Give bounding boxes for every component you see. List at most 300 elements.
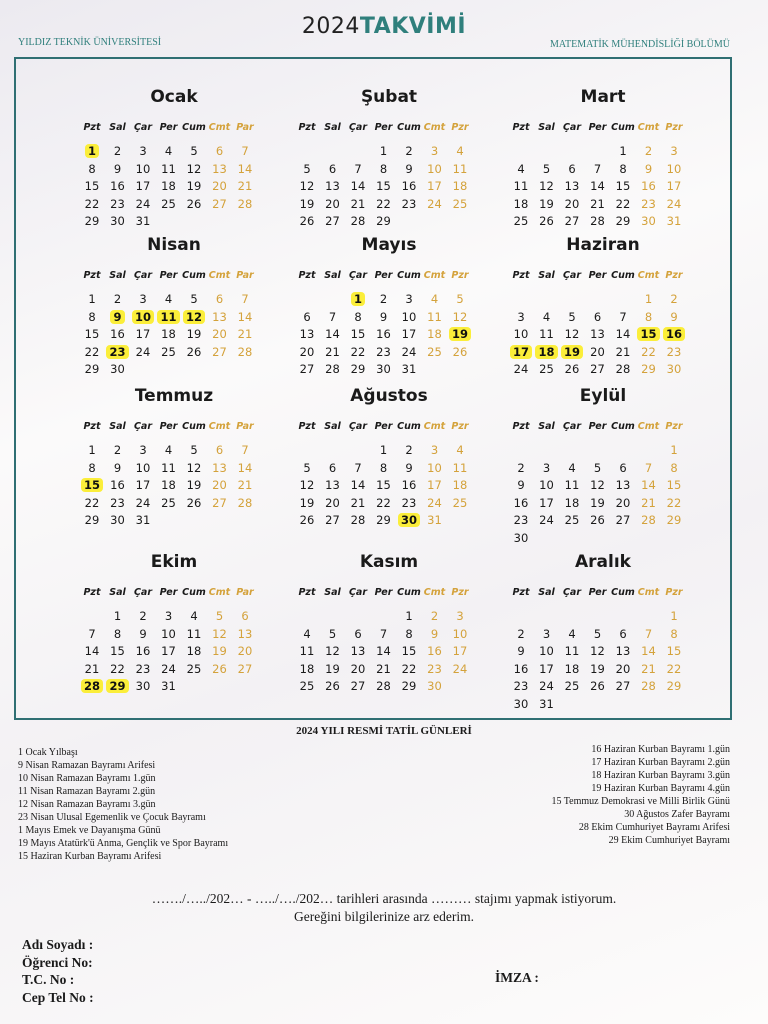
calendar-date: 24 xyxy=(135,344,151,359)
weekday-header: Cum xyxy=(611,421,635,432)
calendar-date: 30 xyxy=(513,530,529,545)
weekday-header: Cmt xyxy=(423,122,446,133)
calendar-date: 29 xyxy=(666,513,682,527)
calendar-date: 20 xyxy=(350,661,366,676)
calendar-date: 16 xyxy=(376,327,391,341)
calendar-date: 16 xyxy=(427,644,442,658)
calendar-date: 3 xyxy=(542,460,551,475)
calendar-date: 8 xyxy=(619,161,627,176)
calendar-date: 28 xyxy=(237,344,253,359)
calendar-date: 21 xyxy=(350,196,366,211)
calendar-date: 2 xyxy=(430,609,439,623)
weekday-header: Pzt xyxy=(298,122,316,133)
weekday-header: Cmt xyxy=(637,270,660,281)
weekday-header: Pzt xyxy=(298,421,316,432)
weekday-header: Çar xyxy=(562,270,582,281)
month-name: Aralık xyxy=(575,552,631,572)
holiday-date: 17 xyxy=(508,344,534,361)
calendar-date: 27 xyxy=(325,214,340,228)
holiday-item: 10 Nisan Ramazan Bayramı 1.gün xyxy=(18,773,156,784)
calendar-date: 19 xyxy=(325,661,340,676)
calendar-date: 11 xyxy=(299,644,315,658)
calendar-date: 19 xyxy=(186,327,202,341)
month-name: Eylül xyxy=(579,386,627,406)
month-5 xyxy=(294,233,484,376)
calendar-date: 16 xyxy=(513,661,529,676)
calendar-date: 18 xyxy=(186,644,202,658)
holiday-item: 28 Ekim Cumhuriyet Bayramı Arifesi xyxy=(578,822,730,833)
calendar-date: 29 xyxy=(376,513,391,527)
statement xyxy=(0,890,768,926)
holiday-item: 15 Temmuz Demokrasi ve Milli Birlik Günü xyxy=(551,796,730,807)
weekday-header: Çar xyxy=(348,421,368,432)
calendar-date: 11 xyxy=(452,161,468,176)
calendar-date: 3 xyxy=(139,144,147,158)
calendar-date: 3 xyxy=(670,144,678,158)
calendar-date: 7 xyxy=(593,161,602,176)
month-4 xyxy=(79,233,269,376)
month-name: Mayıs xyxy=(361,235,417,255)
weekday-header: Par xyxy=(236,421,254,432)
calendar-date: 14 xyxy=(641,644,656,658)
calendar-date: 15 xyxy=(350,327,366,341)
calendar-date: 28 xyxy=(641,679,656,693)
calendar-date: 25 xyxy=(299,679,315,693)
weekday-header: Cum xyxy=(611,270,635,281)
calendar-date: 3 xyxy=(139,292,147,306)
calendar-date: 19 xyxy=(299,495,315,510)
calendar-date: 17 xyxy=(161,644,176,658)
calendar-date: 9 xyxy=(379,309,388,324)
calendar-date: 8 xyxy=(88,460,96,475)
calendar-date: 21 xyxy=(237,327,253,341)
weekday-header: Cmt xyxy=(423,270,446,281)
holiday-date: 11 xyxy=(156,309,182,326)
calendar-date: 14 xyxy=(641,478,656,492)
calendar-date: 10 xyxy=(427,161,442,176)
calendar-date: 31 xyxy=(135,513,151,527)
calendar-date: 12 xyxy=(564,327,580,341)
calendar-date: 24 xyxy=(452,661,468,676)
calendar-date: 24 xyxy=(539,513,554,527)
weekday-header: Sal xyxy=(109,122,126,133)
month-name: Temmuz xyxy=(134,386,214,406)
calendar-date: 24 xyxy=(135,495,151,510)
month-3 xyxy=(508,85,698,228)
calendar-date: 11 xyxy=(452,460,468,475)
calendar-date: 20 xyxy=(325,196,340,211)
calendar-date: 13 xyxy=(590,327,605,341)
calendar-date: 16 xyxy=(401,478,417,492)
calendar-date: 29 xyxy=(666,679,682,693)
calendar-date: 5 xyxy=(303,161,311,176)
month-name: Haziran xyxy=(566,235,640,255)
calendar-date: 25 xyxy=(513,214,529,228)
holiday-item: 17 Haziran Kurban Bayramı 2.gün xyxy=(591,757,730,768)
calendar-date: 27 xyxy=(564,214,580,228)
weekday-header: Çar xyxy=(348,270,368,281)
calendar-date: 22 xyxy=(110,661,125,676)
calendar-date: 6 xyxy=(328,161,337,176)
calendar-date: 6 xyxy=(328,460,337,475)
weekday-header: Çar xyxy=(133,270,153,281)
calendar-date: 23 xyxy=(135,661,151,676)
calendar-date: 10 xyxy=(539,644,554,658)
form-field-label: Cep Tel No : xyxy=(22,989,94,1005)
calendar-date: 30 xyxy=(376,362,391,376)
weekday-header: Cum xyxy=(397,122,421,133)
calendar-date: 30 xyxy=(110,214,125,228)
month-8 xyxy=(294,384,484,527)
holiday-item: 19 Mayıs Atatürk'ü Anma, Gençlik ve Spor Bayramı xyxy=(18,838,229,849)
statement-line-1: ……./…../202… - …../…./202… tarihleri arasında ……… stajımı yapmak istiyorum. xyxy=(151,891,617,906)
calendar-date: 21 xyxy=(84,661,100,676)
calendar-date: 24 xyxy=(666,196,682,211)
weekday-header: Sal xyxy=(109,270,126,281)
weekday-header: Pzt xyxy=(83,270,101,281)
calendar-date: 23 xyxy=(427,661,442,676)
calendar-date: 17 xyxy=(539,495,554,510)
calendar-date: 15 xyxy=(401,644,417,658)
calendar-date: 12 xyxy=(452,309,468,324)
calendar-date: 7 xyxy=(354,161,362,176)
calendar-date: 1 xyxy=(88,443,96,457)
calendar-date: 14 xyxy=(590,179,605,193)
calendar-date: 26 xyxy=(452,344,468,359)
weekday-header: Pzr xyxy=(451,421,469,432)
calendar-date: 17 xyxy=(427,478,442,492)
calendar-date: 26 xyxy=(590,513,605,527)
calendar-date: 20 xyxy=(299,344,315,359)
calendar-date: 14 xyxy=(84,644,100,658)
weekday-header: Cum xyxy=(182,270,206,281)
calendar-date: 26 xyxy=(299,513,315,527)
calendar-date: 4 xyxy=(456,144,464,158)
calendar-date: 29 xyxy=(615,214,631,228)
calendar-date: 16 xyxy=(641,179,656,193)
calendar-date: 9 xyxy=(517,478,525,492)
calendar-date: 27 xyxy=(590,362,605,376)
calendar-date: 1 xyxy=(405,609,413,623)
calendar-date: 20 xyxy=(237,644,253,658)
calendar-date: 18 xyxy=(513,196,529,211)
holidays-title: 2024 YILI RESMİ TATİL GÜNLERİ xyxy=(296,725,472,737)
holiday-date: 12 xyxy=(181,309,207,326)
weekday-header: Cum xyxy=(397,270,421,281)
calendar-date: 28 xyxy=(325,362,340,376)
calendar-date: 29 xyxy=(84,362,100,376)
calendar-date: 28 xyxy=(350,214,366,228)
holiday-date: 9 xyxy=(105,309,131,326)
calendar-date: 15 xyxy=(376,478,391,492)
weekday-header: Sal xyxy=(109,421,126,432)
calendar-date: 24 xyxy=(513,362,529,376)
calendar-date: 16 xyxy=(513,495,529,510)
weekday-header: Cum xyxy=(611,122,635,133)
calendar-date: 27 xyxy=(212,196,227,211)
title-year: 2024 xyxy=(301,14,360,39)
calendar-date: 5 xyxy=(542,161,551,176)
calendar-date: 3 xyxy=(542,626,551,641)
weekday-header: Pzt xyxy=(512,122,530,133)
calendar-date: 14 xyxy=(350,478,366,492)
calendar-date: 10 xyxy=(135,460,151,475)
holidays-list-right xyxy=(551,743,730,847)
calendar-date: 6 xyxy=(215,144,224,158)
calendar-date: 13 xyxy=(212,309,227,324)
holiday-date: 19 xyxy=(559,344,585,361)
calendar-date: 24 xyxy=(427,196,442,211)
calendar-date: 28 xyxy=(615,362,631,376)
calendar-date: 8 xyxy=(644,309,653,324)
calendar-date: 8 xyxy=(113,626,122,641)
calendar-date: 21 xyxy=(237,478,253,492)
calendar-date: 25 xyxy=(427,344,442,359)
weekday-header: Pzt xyxy=(298,587,316,598)
weekday-header: Pzt xyxy=(512,270,530,281)
calendar-date: 22 xyxy=(84,196,100,211)
signature-label: İMZA : xyxy=(495,970,539,985)
calendar-date: 1 xyxy=(670,609,678,623)
calendar-date: 17 xyxy=(666,179,682,193)
calendar-date: 31 xyxy=(161,679,176,693)
calendar-date: 3 xyxy=(164,609,173,623)
calendar-date: 7 xyxy=(241,292,249,306)
calendar-date: 18 xyxy=(427,327,442,341)
calendar-date: 7 xyxy=(644,626,653,641)
calendar-date: 19 xyxy=(212,644,227,658)
weekday-header: Cum xyxy=(611,587,635,598)
calendar-date: 30 xyxy=(641,214,656,228)
calendar-date: 6 xyxy=(215,443,224,457)
month-12 xyxy=(508,550,698,711)
weekday-header: Cmt xyxy=(208,122,231,133)
calendar-date: 25 xyxy=(161,196,176,211)
month-name: Mart xyxy=(580,87,626,107)
form-field-label: Öğrenci No: xyxy=(22,954,93,970)
calendar-date: 13 xyxy=(615,644,631,658)
calendar-date: 31 xyxy=(539,696,554,711)
holiday-item: 12 Nisan Ramazan Bayramı 3.gün xyxy=(18,799,156,810)
weekday-header: Pzt xyxy=(298,270,316,281)
holiday-item: 16 Haziran Kurban Bayramı 1.gün xyxy=(591,744,730,755)
weekday-header: Cum xyxy=(397,421,421,432)
holiday-item: 15 Haziran Kurban Bayramı Arifesi xyxy=(18,851,162,862)
calendar-date: 12 xyxy=(590,644,605,658)
calendar-date: 7 xyxy=(88,626,96,641)
calendar-date: 16 xyxy=(110,179,125,193)
calendar-date: 15 xyxy=(666,644,682,658)
calendar-date: 20 xyxy=(212,478,227,492)
calendar-date: 20 xyxy=(325,495,340,510)
weekday-header: Per xyxy=(374,122,393,133)
holiday-date: 10 xyxy=(130,309,156,326)
calendar-date: 5 xyxy=(328,626,337,641)
weekday-header: Sal xyxy=(538,587,555,598)
calendar-date: 27 xyxy=(299,362,315,376)
calendar-date: 9 xyxy=(517,644,525,658)
calendar-date: 27 xyxy=(212,495,227,510)
calendar-date: 5 xyxy=(190,144,198,158)
calendar-date: 23 xyxy=(641,196,656,211)
calendar-date: 3 xyxy=(139,443,147,457)
calendar-date: 11 xyxy=(564,478,580,492)
calendar-date: 12 xyxy=(590,478,605,492)
weekday-header: Par xyxy=(236,270,254,281)
title-word: TAKVİMİ xyxy=(359,14,467,39)
calendar-date: 6 xyxy=(215,292,224,306)
weekday-header: Cmt xyxy=(208,421,231,432)
calendar-date: 10 xyxy=(539,478,554,492)
calendar-date: 7 xyxy=(379,626,388,641)
calendar-date: 25 xyxy=(452,495,468,510)
calendar-date: 11 xyxy=(539,327,554,341)
weekday-header: Sal xyxy=(538,270,555,281)
calendar-date: 23 xyxy=(401,495,417,510)
calendar-date: 15 xyxy=(666,478,682,492)
calendar-date: 31 xyxy=(666,214,682,228)
weekday-header: Pzr xyxy=(451,122,469,133)
calendar-date: 4 xyxy=(517,161,525,176)
calendar-date: 19 xyxy=(186,179,202,193)
calendar-date: 11 xyxy=(513,179,529,193)
calendar-date: 6 xyxy=(241,609,249,623)
calendar-date: 7 xyxy=(328,309,337,324)
calendar-date: 7 xyxy=(354,460,362,475)
month-10 xyxy=(79,550,269,693)
holiday-date: 15 xyxy=(636,326,662,343)
calendar-date: 10 xyxy=(401,309,417,324)
calendar-date: 10 xyxy=(135,161,151,176)
weekday-header: Cum xyxy=(182,587,206,598)
weekday-header: Par xyxy=(236,587,254,598)
calendar-date: 29 xyxy=(84,214,100,228)
calendar-date: 28 xyxy=(237,495,253,510)
calendar-date: 16 xyxy=(110,327,125,341)
weekday-header: Sal xyxy=(324,587,341,598)
calendar-date: 30 xyxy=(110,513,125,527)
calendar-date: 8 xyxy=(670,626,678,641)
weekday-header: Pzt xyxy=(83,122,101,133)
calendar-date: 20 xyxy=(615,661,631,676)
calendar-date: 26 xyxy=(299,214,315,228)
weekday-header: Per xyxy=(588,122,607,133)
calendar-date: 6 xyxy=(619,460,627,475)
calendar-date: 19 xyxy=(590,495,605,510)
calendar-date: 8 xyxy=(670,460,678,475)
calendar-date: 31 xyxy=(135,214,151,228)
month-name: Kasım xyxy=(359,552,419,572)
calendar-date: 4 xyxy=(542,309,551,324)
calendar-date: 6 xyxy=(354,626,362,641)
holiday-date: 1 xyxy=(79,143,105,160)
calendar-date: 27 xyxy=(325,513,340,527)
holiday-item: 11 Nisan Ramazan Bayramı 2.gün xyxy=(18,786,156,797)
calendar-date: 14 xyxy=(237,309,253,324)
calendar-date: 2 xyxy=(113,292,122,306)
calendar-date: 26 xyxy=(325,679,340,693)
weekday-header: Per xyxy=(588,587,607,598)
calendar-date: 20 xyxy=(590,344,605,359)
weekday-header: Per xyxy=(588,270,607,281)
month-6 xyxy=(508,233,698,376)
calendar-date: 21 xyxy=(350,495,366,510)
calendar-date: 2 xyxy=(113,144,122,158)
weekday-header: Pzr xyxy=(665,421,683,432)
weekday-header: Çar xyxy=(348,587,368,598)
calendar-date: 14 xyxy=(325,327,340,341)
calendar-date: 17 xyxy=(401,327,417,341)
calendar-date: 20 xyxy=(615,495,631,510)
weekday-header: Per xyxy=(159,270,178,281)
weekday-header: Sal xyxy=(109,587,126,598)
calendar-date: 30 xyxy=(513,696,529,711)
weekday-header: Per xyxy=(159,421,178,432)
calendar-date: 24 xyxy=(161,661,176,676)
month-name: Ocak xyxy=(150,87,198,107)
calendar-date: 30 xyxy=(135,679,151,693)
weekday-header: Cmt xyxy=(637,122,660,133)
calendar-date: 23 xyxy=(110,196,125,211)
calendar-date: 22 xyxy=(641,344,656,359)
calendar-date: 17 xyxy=(135,478,151,492)
calendar-date: 10 xyxy=(666,161,682,176)
calendar-date: 25 xyxy=(186,661,202,676)
calendar-date: 9 xyxy=(670,309,678,324)
holiday-item: 29 Ekim Cumhuriyet Bayramı xyxy=(608,835,730,846)
calendar-date: 26 xyxy=(186,495,202,510)
holidays-list-left xyxy=(18,746,228,863)
weekday-header: Sal xyxy=(324,270,341,281)
calendar-date: 30 xyxy=(427,679,442,693)
weekday-header: Çar xyxy=(348,122,368,133)
calendar-date: 3 xyxy=(517,309,525,324)
calendar-date: 7 xyxy=(241,443,249,457)
calendar-date: 25 xyxy=(539,362,554,376)
calendar-date: 18 xyxy=(161,179,176,193)
calendar-date: 3 xyxy=(405,292,413,306)
weekday-header: Çar xyxy=(133,587,153,598)
calendar-date: 22 xyxy=(376,196,391,211)
calendar-date: 6 xyxy=(593,309,602,324)
calendar-date: 29 xyxy=(641,362,656,376)
calendar-date: 13 xyxy=(325,478,340,492)
month-7 xyxy=(79,384,269,527)
calendar-date: 2 xyxy=(517,460,525,475)
weekday-header: Cmt xyxy=(423,421,446,432)
calendar-date: 17 xyxy=(539,661,554,676)
calendar-date: 6 xyxy=(568,161,576,176)
month-name: Ekim xyxy=(150,552,198,572)
calendar-date: 9 xyxy=(430,626,439,641)
weekday-header: Sal xyxy=(324,421,341,432)
holiday-date: 23 xyxy=(105,344,131,361)
weekday-header: Pzr xyxy=(451,270,469,281)
department-name: MATEMATİK MÜHENDİSLİĞİ BÖLÜMÜ xyxy=(550,39,730,50)
weekday-header: Çar xyxy=(562,587,582,598)
calendar-date: 26 xyxy=(212,661,227,676)
calendar-date: 8 xyxy=(88,161,96,176)
calendar-date: 10 xyxy=(161,626,176,641)
calendar-date: 12 xyxy=(186,460,202,475)
calendar-date: 8 xyxy=(379,161,388,176)
calendar-date: 29 xyxy=(84,513,100,527)
calendar-date: 27 xyxy=(237,661,253,676)
calendar-date: 28 xyxy=(376,679,391,693)
calendar-date: 4 xyxy=(164,443,173,457)
calendar-date: 28 xyxy=(590,214,605,228)
weekday-header: Çar xyxy=(133,421,153,432)
